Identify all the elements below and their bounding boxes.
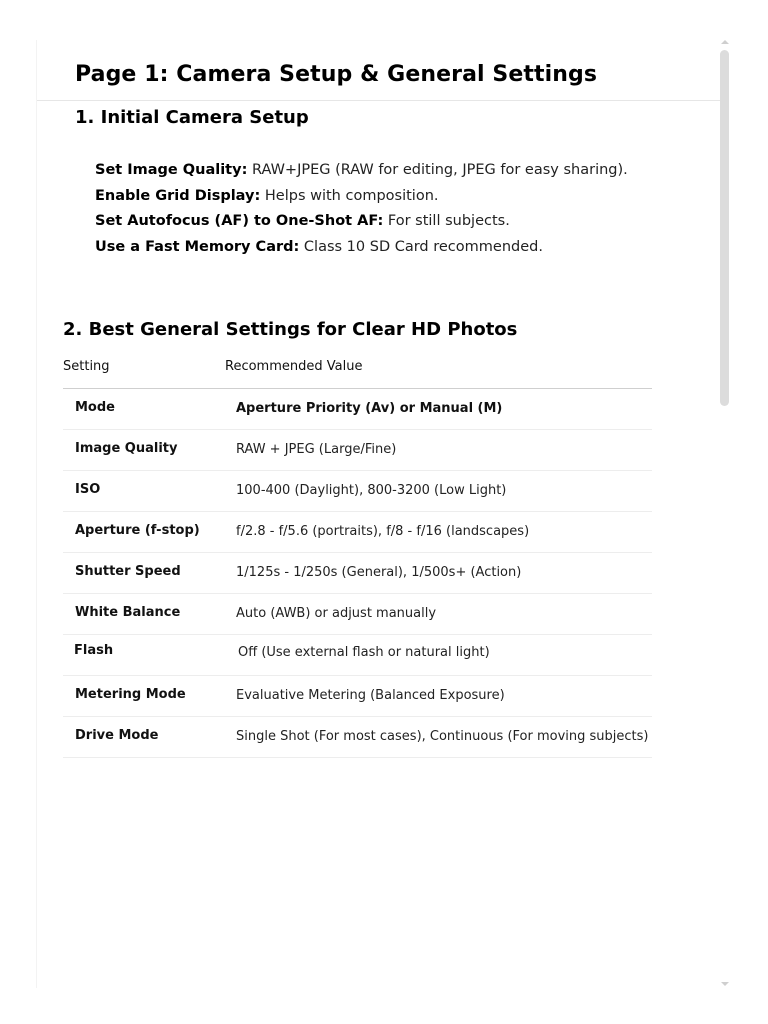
scrollbar-thumb[interactable] [720, 50, 729, 406]
setup-list [95, 158, 628, 260]
table-row [63, 471, 652, 512]
setting-value-cell: 100-400 (Daylight), 800-3200 (Low Light) [236, 483, 507, 498]
table-row [63, 594, 652, 635]
table-row [63, 635, 652, 676]
setting-value-cell: 1/125s - 1/250s (General), 1/500s+ (Action) [236, 565, 522, 580]
table-row [63, 512, 652, 553]
page-edge [36, 40, 37, 988]
setting-value-cell: Off (Use external flash or natural light) [238, 645, 490, 660]
setting-value-cell: Aperture Priority (Av) or Manual (M) [236, 401, 503, 416]
setup-item [95, 158, 628, 184]
setup-item-key: Set Image Quality: [95, 162, 248, 178]
setting-name-cell: Image Quality [75, 441, 178, 456]
setting-name-cell: Flash [74, 643, 114, 658]
page-title: Page 1: Camera Setup & General Settings [75, 62, 598, 87]
setting-name-cell: Shutter Speed [75, 564, 181, 579]
setting-value-cell: Auto (AWB) or adjust manually [236, 606, 437, 621]
scroll-down-arrow-icon[interactable] [721, 982, 729, 986]
vertical-scrollbar[interactable] [720, 36, 732, 990]
setup-item-key: Use a Fast Memory Card: [95, 238, 300, 255]
column-header-recommended-value: Recommended Value [225, 359, 363, 374]
setting-name-cell: ISO [75, 482, 101, 497]
table-row [63, 717, 652, 758]
table-header [63, 348, 652, 389]
table-row [63, 389, 652, 430]
section-heading-general-settings: 2. Best General Settings for Clear HD Photos [63, 319, 518, 340]
scroll-up-arrow-icon[interactable] [721, 40, 729, 44]
table-row [63, 553, 652, 594]
setting-value-cell: RAW + JPEG (Large/Fine) [236, 442, 397, 457]
setup-item-value: RAW+JPEG (RAW for editing, JPEG for easy sharing). [251, 162, 628, 178]
setting-name-cell: Metering Mode [75, 687, 186, 702]
setting-name-cell: Aperture (f-stop) [75, 523, 200, 538]
setup-item [95, 209, 628, 235]
section-heading-initial-setup: 1. Initial Camera Setup [75, 107, 309, 128]
setting-name-cell: Drive Mode [75, 728, 159, 743]
setup-item-value: For still subjects. [387, 213, 510, 229]
table-row [63, 430, 652, 471]
setup-item [95, 235, 628, 261]
setting-name-cell: White Balance [75, 605, 181, 620]
setting-value-cell: Single Shot (For most cases), Continuous (For moving subjects) [236, 729, 649, 744]
setting-value-cell: Evaluative Metering (Balanced Exposure) [236, 688, 505, 703]
setup-item-key: Set Autofocus (AF) to One-Shot AF: [95, 213, 384, 229]
setting-value-cell: f/2.8 - f/5.6 (portraits), f/8 - f/16 (landscapes) [236, 524, 530, 539]
setup-item-value: Class 10 SD Card recommended. [303, 238, 543, 255]
setting-name-cell: Mode [75, 400, 115, 415]
column-header-setting: Setting [63, 359, 110, 374]
table-row [63, 676, 652, 717]
setup-item-key: Enable Grid Display: [95, 187, 261, 204]
settings-table [63, 348, 652, 758]
setup-item [95, 184, 628, 210]
setup-item-value: Helps with composition. [264, 187, 439, 204]
title-divider [37, 100, 720, 101]
